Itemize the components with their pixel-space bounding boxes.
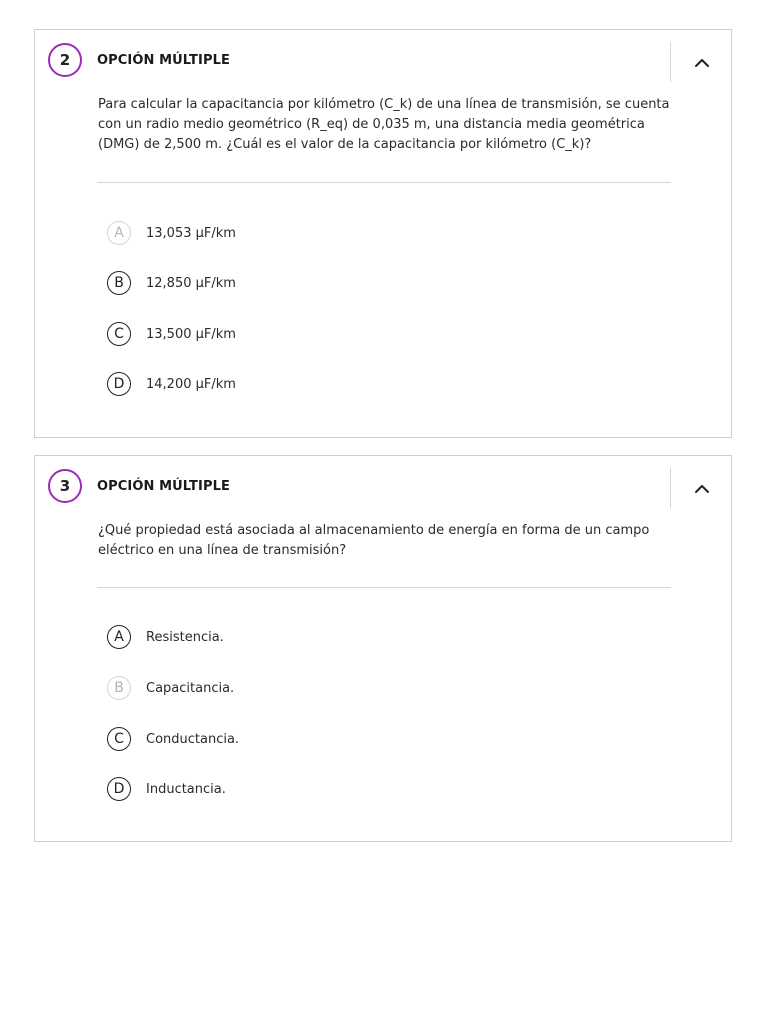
chevron-up-icon — [693, 57, 711, 69]
option-text: Capacitancia. — [146, 680, 235, 696]
answer-option-d[interactable] — [107, 370, 236, 398]
option-letter-a: A — [107, 221, 131, 245]
option-text: 12,850 μF/km — [146, 275, 236, 291]
question-number-badge: 2 — [48, 43, 82, 77]
question-divider — [97, 587, 671, 588]
option-letter-b: B — [107, 676, 131, 700]
header-divider — [670, 42, 671, 82]
answer-option-a[interactable] — [107, 219, 236, 247]
option-text: 14,200 μF/km — [146, 376, 236, 392]
question-card — [34, 455, 732, 842]
option-letter-d: D — [107, 372, 131, 396]
chevron-up-icon — [693, 483, 711, 495]
question-type-label: OPCIÓN MÚLTIPLE — [97, 479, 230, 494]
option-text: Resistencia. — [146, 629, 224, 645]
answer-option-d[interactable] — [107, 775, 226, 803]
question-type-label: OPCIÓN MÚLTIPLE — [97, 53, 230, 68]
option-text: Conductancia. — [146, 731, 240, 747]
question-number-badge: 3 — [48, 469, 82, 503]
option-text: Inductancia. — [146, 781, 226, 797]
answer-option-c[interactable] — [107, 725, 239, 753]
option-letter-b: B — [107, 271, 131, 295]
question-divider — [97, 182, 671, 183]
option-letter-d: D — [107, 777, 131, 801]
collapse-button[interactable] — [685, 48, 719, 78]
question-text: ¿Qué propiedad está asociada al almacenamiento de energía en forma de un campo eléctrico en una línea de transmisión? — [98, 523, 650, 558]
option-text: 13,053 μF/km — [146, 225, 236, 241]
question-text: Para calcular la capacitancia por kilómetro (C_k) de una línea de transmisión, se cuenta con un radio medio geométrico (R_eq) de 0,035 m, una distancia media geométrica (DMG) de 2,500 m. ¿Cuál es el valor de la capacitancia por kilómetro (C_k)? — [98, 97, 670, 152]
option-letter-c: C — [107, 727, 131, 751]
option-letter-a: A — [107, 625, 131, 649]
question-card — [34, 29, 732, 438]
option-text: 13,500 μF/km — [146, 326, 236, 342]
collapse-button[interactable] — [685, 474, 719, 504]
header-divider — [670, 468, 671, 508]
answer-option-c[interactable] — [107, 320, 236, 348]
answer-option-b[interactable] — [107, 674, 234, 702]
option-letter-c: C — [107, 322, 131, 346]
answer-option-a[interactable] — [107, 623, 224, 651]
answer-option-b[interactable] — [107, 269, 236, 297]
